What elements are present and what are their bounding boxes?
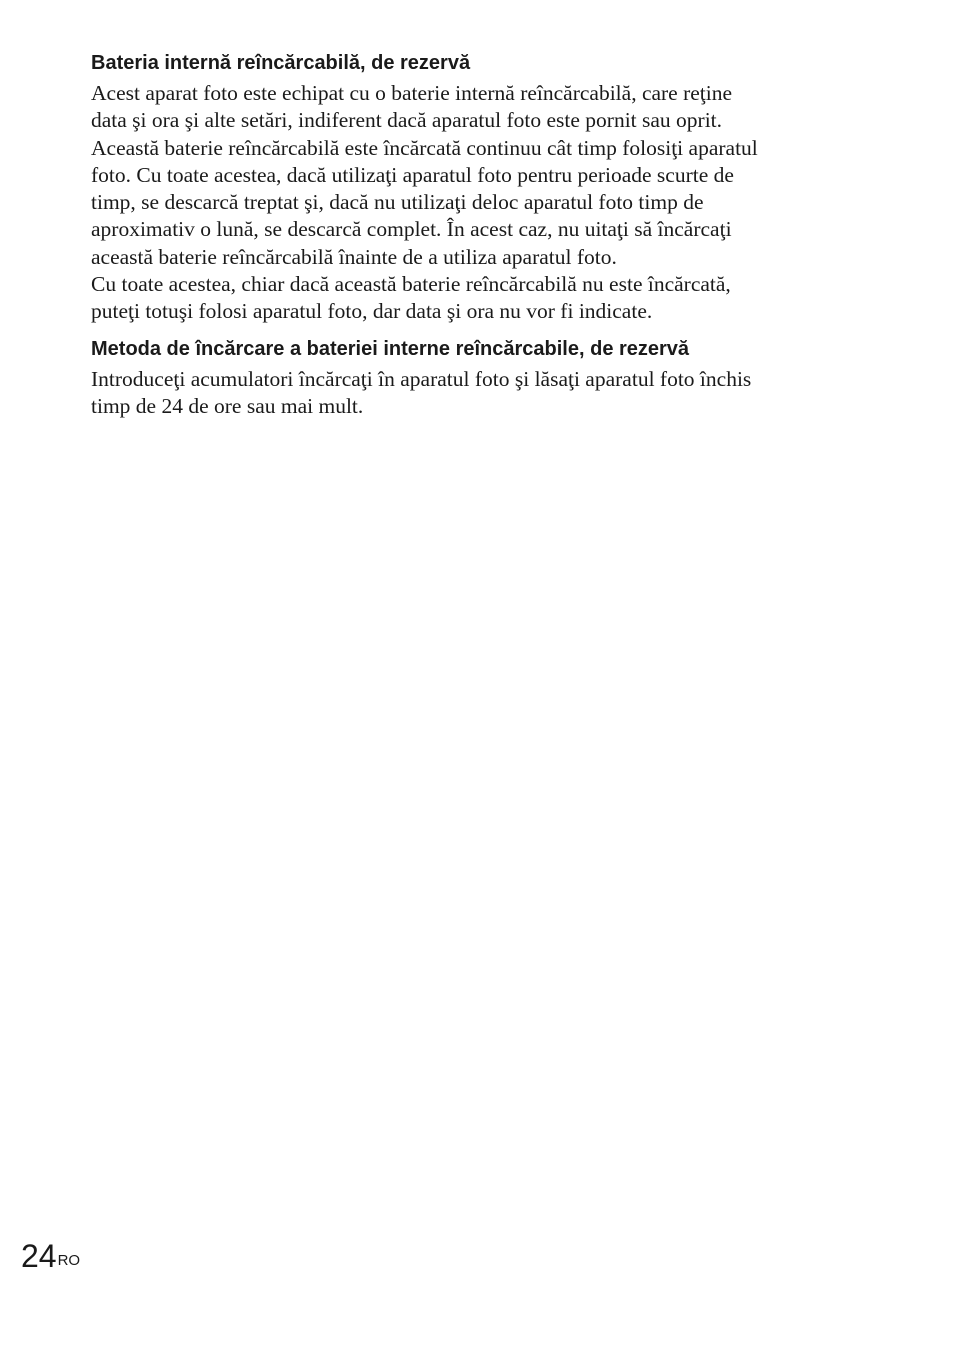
text-line: Această baterie reîncărcabilă este încărcată continuu cât timp folosiţi aparatul bbox=[91, 135, 758, 160]
text-line: Acest aparat foto este echipat cu o baterie internă reîncărcabilă, care reţine bbox=[91, 81, 733, 105]
language-code: RO bbox=[57, 1252, 81, 1269]
section-heading: Metoda de încărcare a bateriei interne reîncărcabile, de rezervă bbox=[91, 337, 690, 360]
paragraph bbox=[91, 80, 881, 271]
text-line: foto. Cu toate acestea, dacă utilizaţi aparatul foto pentru perioade scurte de bbox=[91, 162, 734, 187]
paragraph bbox=[91, 271, 881, 326]
text-line: Introduceţi acumulatori încărcaţi în aparatul foto şi lăsaţi aparatul foto închis bbox=[91, 366, 752, 391]
text-line: timp, se descarcă treptat şi, dacă nu utilizaţi deloc aparatul foto timp de bbox=[91, 190, 704, 215]
text-line: aproximativ o lună, se descarcă complet. În acest caz, nu uitaţi să încărcaţi bbox=[91, 217, 732, 242]
text-line: această baterie reîncărcabilă înainte de a utiliza aparatul foto. bbox=[91, 244, 617, 269]
section-heading: Bateria internă reîncărcabilă, de rezervă bbox=[91, 52, 471, 74]
text-line: puteţi totuşi folosi aparatul foto, dar data şi ora nu vor fi indicate. bbox=[91, 299, 653, 324]
section-backup-battery bbox=[91, 50, 881, 326]
text-line: Cu toate acestea, chiar dacă această baterie reîncărcabilă nu este încărcată, bbox=[91, 272, 731, 297]
text-line: timp de 24 de ore sau mai mult. bbox=[91, 393, 364, 418]
page-number bbox=[21, 1236, 80, 1276]
page-number-value: 24 bbox=[21, 1238, 57, 1274]
section-charging-method bbox=[91, 336, 881, 421]
text-line: data şi ora şi alte setări, indiferent dacă aparatul foto este pornit sau oprit. bbox=[91, 108, 723, 133]
document-body bbox=[91, 50, 881, 420]
paragraph bbox=[91, 366, 881, 421]
